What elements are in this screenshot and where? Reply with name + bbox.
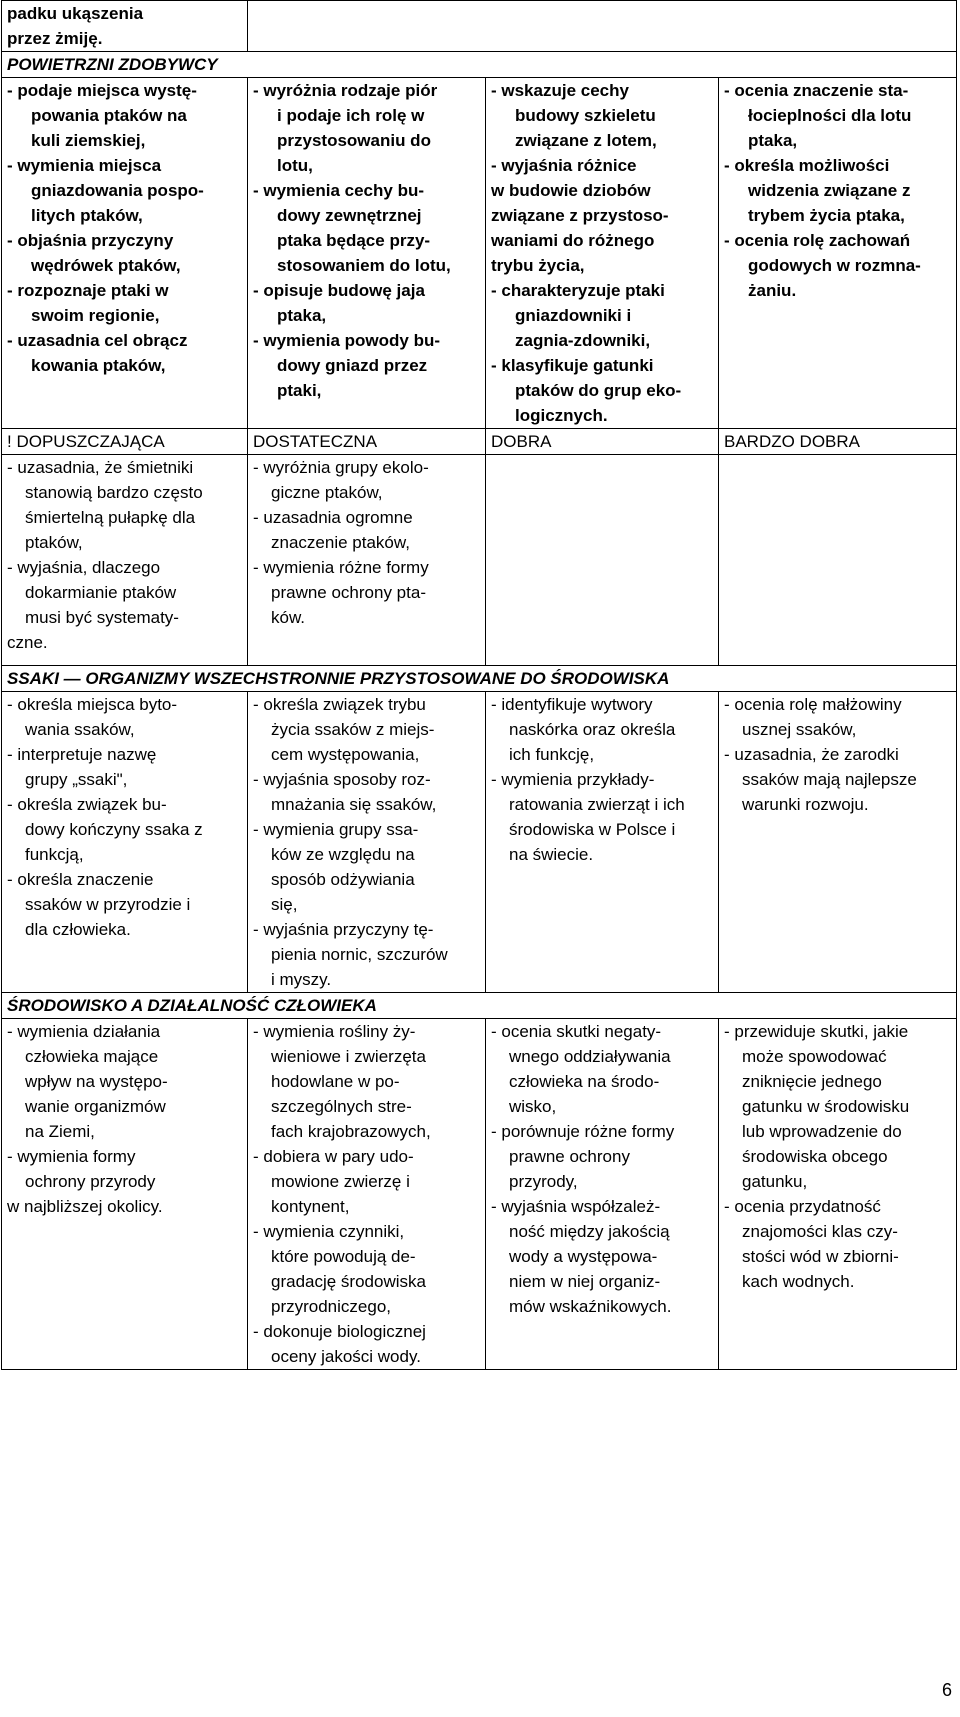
text-line: - wskazuje cechy [491,81,629,100]
cell-level3 [486,455,719,666]
text-line: sposób odżywiania [271,870,415,889]
continuation-row [2,1,957,52]
text-line: przystosowaniu do [277,131,431,150]
cell-level4 [719,455,957,666]
text-line: - wymienia działania [7,1022,161,1041]
text-line: usznej ssaków, [742,720,857,739]
cell-level3 [486,1019,719,1370]
text-line: - określa związek trybu [253,695,426,714]
text-line: ptaki, [277,381,322,400]
text-line: kowania ptaków, [31,356,166,375]
text-line: ptaków do grup eko- [515,381,682,400]
text-line: człowieka na środo- [509,1072,660,1091]
text-line: dokarmianie ptaków [25,583,177,602]
cell-level2 [248,692,486,993]
section-title-text: ŚRODOWISKO A DZIAŁALNOŚĆ CZŁOWIEKA [7,996,377,1015]
content-row-after-levels [2,455,957,666]
cell-level3 [486,78,719,429]
text-line: - wymienia rośliny ży- [253,1022,416,1041]
text-line: ich funkcję, [509,745,595,764]
cell-level4 [719,78,957,429]
text-line: cem występowania, [271,745,420,764]
text-line: grupy „ssaki", [25,770,128,789]
text-line: - wymienia czynniki, [253,1222,405,1241]
text-line: wędrówek ptaków, [31,256,181,275]
mark-text: ! [7,432,12,451]
text-line: swoim regionie, [31,306,160,325]
text-line: padku ukąszenia [7,4,144,23]
text-line: wnego oddziaływania [509,1047,671,1066]
text-line: - ocenia znaczenie sta- [724,81,909,100]
text-line: stanowią bardzo często [25,483,203,502]
requirements-table [1,0,957,1370]
text-line: ność między jakością [509,1222,670,1241]
text-line: gniazdowania pospo- [31,181,204,200]
text-line: - wymienia miejsca [7,156,162,175]
text-line: musi być systematy- [25,608,179,627]
cell-level3 [486,692,719,993]
text-line: może spowodować [742,1047,887,1066]
text-line: ków ze względu na [271,845,415,864]
cell-level2 [248,455,486,666]
text-line: giczne ptaków, [271,483,383,502]
text-line: przyrody, [509,1172,578,1191]
text-line: - ocenia rolę małżowiny [724,695,902,714]
text-line: waniami do różnego [491,231,655,250]
text-line: stości wód w zbiorni- [742,1247,899,1266]
text-line: przez żmiję. [7,29,103,48]
cell-level1 [2,455,248,666]
text-line: pienia nornic, szczurów [271,945,448,964]
text-line: godowych w rozmna- [748,256,921,275]
text-line: środowiska obcego [742,1147,888,1166]
text-line: gniazdowniki i [515,306,632,325]
text-line: na Ziemi, [25,1122,95,1141]
text-line: funkcją, [25,845,84,864]
text-line: lotu, [277,156,313,175]
text-line: wania ssaków, [25,720,135,739]
text-line: dowy gniazd przez [277,356,428,375]
text-line: kuli ziemskiej, [31,131,146,150]
text-line: - ocenia rolę zachowań [724,231,911,250]
text-line: wisko, [509,1097,557,1116]
text-line: na świecie. [509,845,594,864]
text-line: logicznych. [515,406,608,425]
level-header-1 [2,429,248,455]
level-header-4 [719,429,957,455]
level-header-2 [248,429,486,455]
section-title [2,52,957,78]
text-line: - uzasadnia cel obrącz [7,331,188,350]
section-title [2,666,957,692]
text-line: dla człowieka. [25,920,131,939]
levels-header-row [2,429,957,455]
cell-level4 [719,1019,957,1370]
text-line: - określa możliwości [724,156,890,175]
text-line: mowione zwierzę i [271,1172,410,1191]
text-line: naskórka oraz określa [509,720,676,739]
text-line: szczególnych stre- [271,1097,412,1116]
level-label: DOSTATECZNA [253,432,378,451]
text-line: przyrodniczego, [271,1297,392,1316]
text-line: - wymienia różne formy [253,558,429,577]
text-line: znajomości klas czy- [742,1222,898,1241]
text-line: mów wskaźnikowych. [509,1297,672,1316]
text-line: w najbliższej okolicy. [7,1197,163,1216]
text-line: stosowaniem do lotu, [277,256,451,275]
text-line: zniknięcie jednego [742,1072,882,1091]
level-label: DOBRA [491,432,552,451]
text-line: - uzasadnia, że śmietniki [7,458,194,477]
text-line: wpływ na występo- [25,1072,168,1091]
text-line: trybu życia, [491,256,585,275]
text-line: ochrony przyrody [25,1172,156,1191]
text-line: prawne ochrony [509,1147,630,1166]
text-line: związane z lotem, [515,131,657,150]
text-line: - przewiduje skutki, jakie [724,1022,909,1041]
cell-level1 [2,692,248,993]
text-line: - ocenia przydatność [724,1197,881,1216]
text-line: żaniu. [748,281,797,300]
text-line: kontynent, [271,1197,350,1216]
text-line: związane z przystoso- [491,206,669,225]
page-number: 6 [941,1680,952,1700]
text-line: - rozpoznaje ptaki w [7,281,169,300]
text-line: kach wodnych. [742,1272,855,1291]
text-line: - wyjaśnia sposoby roz- [253,770,431,789]
text-line: łocieplności dla lotu [748,106,912,125]
text-line: - opisuje budowę jaja [253,281,425,300]
text-line: ssaków mają najlepsze [742,770,917,789]
text-line: - charakteryzuje ptaki [491,281,665,300]
text-line: i myszy. [271,970,332,989]
text-line: gatunku w środowisku [742,1097,910,1116]
text-line: ptaka będące przy- [277,231,431,250]
cell-level1 [2,78,248,429]
content-row-environment [2,1019,957,1370]
text-line: gradację środowiska [271,1272,426,1291]
text-line: budowy szkieletu [515,106,656,125]
text-line: wieniowe i zwierzęta [271,1047,426,1066]
text-line: zagnia-zdowniki, [515,331,651,350]
section-title [2,993,957,1019]
text-line: ptaka, [748,131,798,150]
text-line: - wymienia grupy ssa- [253,820,419,839]
text-line: - określa miejsca byto- [7,695,178,714]
text-line: znaczenie ptaków, [271,533,410,552]
text-line: mnażania się ssaków, [271,795,437,814]
text-line: ków. [271,608,306,627]
text-line: - uzasadnia, że zarodki [724,745,899,764]
text-line: - wymienia cechy bu- [253,181,424,200]
text-line: - określa związek bu- [7,795,167,814]
text-line: - uzasadnia ogromne [253,508,413,527]
cell-level2 [248,1019,486,1370]
text-line: - wymienia powody bu- [253,331,441,350]
text-line: - wyjaśnia, dlaczego [7,558,161,577]
cell-continuation-c1 [2,1,248,52]
text-line: widzenia związane z [748,181,911,200]
text-line: środowiska w Polsce i [509,820,676,839]
text-line: się, [271,895,298,914]
text-line: wody a występowa- [509,1247,658,1266]
text-line: życia ssaków z miejs- [271,720,435,739]
section-caption-row [2,666,957,692]
text-line: wanie organizmów [25,1097,166,1116]
text-line: czne. [7,633,48,652]
text-line: dowy zewnętrznej [277,206,422,225]
text-line: - identyfikuje wytwory [491,695,653,714]
text-line: trybem życia ptaka, [748,206,905,225]
section-title-text: SSAKI — ORGANIZMY WSZECHSTRONNIE PRZYSTOSOWANE DO ŚRODOWISKA [7,669,670,688]
text-line: fach krajobrazowych, [271,1122,431,1141]
cell-level1 [2,1019,248,1370]
text-line: - dokonuje biologicznej [253,1322,426,1341]
text-line: - porównuje różne formy [491,1122,675,1141]
text-line: - wyjaśnia różnice [491,156,637,175]
text-line: - wyjaśnia współzależ- [491,1197,661,1216]
text-line: niem w niej organiz- [509,1272,661,1291]
text-line: - wyjaśnia przyczyny tę- [253,920,434,939]
section-title-text: POWIETRZNI ZDOBYWCY [7,55,218,74]
text-line: w budowie dziobów [491,181,651,200]
text-line: - objaśnia przyczyny [7,231,174,250]
text-line: - wyróżnia grupy ekolo- [253,458,429,477]
section-caption-row [2,52,957,78]
text-line: oceny jakości wody. [271,1347,421,1366]
text-line: - ocenia skutki negaty- [491,1022,662,1041]
text-line: - podaje miejsca wystę- [7,81,197,100]
text-line: gatunku, [742,1172,808,1191]
text-line: które powodują de- [271,1247,416,1266]
cell-level2 [248,78,486,429]
level-label: BARDZO DOBRA [724,432,861,451]
text-line: ssaków w przyrodzie i [25,895,191,914]
text-line: człowieka mające [25,1047,159,1066]
level-label: DOPUSZCZAJĄCA [16,432,165,451]
content-row-birds [2,78,957,429]
text-line: śmiertelną pułapkę dla [25,508,196,527]
text-line: - interpretuje nazwę [7,745,157,764]
text-line: lub wprowadzenie do [742,1122,902,1141]
cell-continuation-c2 [248,1,957,52]
text-line: - wymienia formy [7,1147,136,1166]
text-line: dowy kończyny ssaka z [25,820,203,839]
text-line: litych ptaków, [31,206,143,225]
text-line: i podaje ich rolę w [277,106,425,125]
text-line: ratowania zwierząt i ich [509,795,685,814]
text-line: - wymienia przykłady- [491,770,655,789]
text-line: hodowlane w po- [271,1072,400,1091]
text-line: - określa znaczenie [7,870,154,889]
section-caption-row [2,993,957,1019]
content-row-mammals [2,692,957,993]
text-line: ptaka, [277,306,327,325]
level-header-3 [486,429,719,455]
text-line: powania ptaków na [31,106,187,125]
text-line: - klasyfikuje gatunki [491,356,654,375]
text-line: prawne ochrony pta- [271,583,426,602]
text-line: warunki rozwoju. [742,795,869,814]
text-line: ptaków, [25,533,83,552]
cell-level4 [719,692,957,993]
text-line: - wyróżnia rodzaje piór [253,81,438,100]
text-line: - dobiera w pary udo- [253,1147,414,1166]
